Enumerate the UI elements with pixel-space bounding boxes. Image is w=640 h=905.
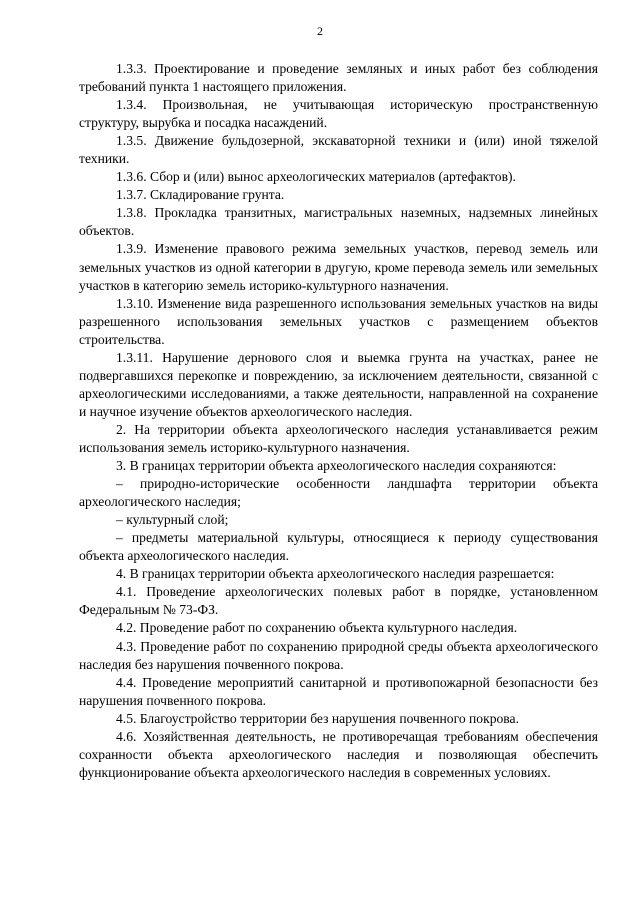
paragraph-4-6: 4.6. Хозяйственная деятельность, не противоречащая требованиям обеспечения сохранности объекта археологического наследия и позволяющая обеспечить функционирование объекта археологического наследия в современных условиях. [79,728,598,780]
paragraph-4-4: 4.4. Проведение мероприятий санитарной и противопожарной безопасности без нарушения почвенного покрова. [79,674,598,708]
paragraph-4-1: 4.1. Проведение археологических полевых работ в порядке, установленном Федеральным № 73-ФЗ. [79,584,598,618]
list-item-cultural-layer: – культурный слой; [116,512,229,528]
list-item-material-objects: – предметы материальной культуры, относящиеся к периоду существования объекта археологического наследия. [79,530,598,564]
paragraph-1-3-3: 1.3.3. Проектирование и проведение земляных и иных работ без соблюдения требований пункта 1 настоящего приложения. [79,61,598,95]
paragraph-4-2: 4.2. Проведение работ по сохранению объекта культурного наследия. [116,620,518,636]
paragraph-1-3-9: 1.3.9. Изменение правового режима земельных участков, перевод земель или земельных участков из одной категории в другую, кроме перевода земель или земельных участков в категорию земель историко-культурного назначения. [79,241,598,293]
paragraph-3: 3. В границах территории объекта археологического наследия сохраняются: [116,458,557,474]
paragraph-1-3-7: 1.3.7. Складирование грунта. [116,187,285,203]
paragraph-1-3-11: 1.3.11. Нарушение дернового слоя и выемка грунта на участках, ранее не подвергавшихся перекопке и повреждению, за исключением деятельности, связанной с археологическими исследованиями, а также деятельности, направленной на сохранение и научное изучение объектов археологического наследия. [79,349,598,419]
document-body [79,60,598,782]
list-item-landscape: – природно-исторические особенности ландшафта территории объекта археологического наследия; [79,476,598,510]
paragraph-4: 4. В границах территории объекта археологического наследия разрешается: [116,566,555,582]
paragraph-1-3-10: 1.3.10. Изменение вида разрешенного использования земельных участков на виды разрешенного использования земельных участков с размещением объектов строительства. [79,295,598,347]
page-number: 2 [317,24,323,38]
paragraph-1-3-5: 1.3.5. Движение бульдозерной, экскаваторной техники и (или) иной тяжелой техники. [79,133,598,167]
paragraph-1-3-6: 1.3.6. Сбор и (или) вынос археологических материалов (артефактов). [116,169,516,185]
paragraph-1-3-8: 1.3.8. Прокладка транзитных, магистральных наземных, надземных линейных объектов. [79,205,598,239]
paragraph-1-3-4: 1.3.4. Произвольная, не учитывающая историческую пространственную структуру, вырубка и посадка насаждений. [79,97,598,131]
paragraph-4-3: 4.3. Проведение работ по сохранению природной среды объекта археологического наследия без нарушения почвенного покрова. [79,638,598,672]
paragraph-4-5: 4.5. Благоустройство территории без нарушения почвенного покрова. [116,710,519,726]
paragraph-2: 2. На территории объекта археологического наследия устанавливается режим использования земель историко-культурного назначения. [79,421,598,455]
